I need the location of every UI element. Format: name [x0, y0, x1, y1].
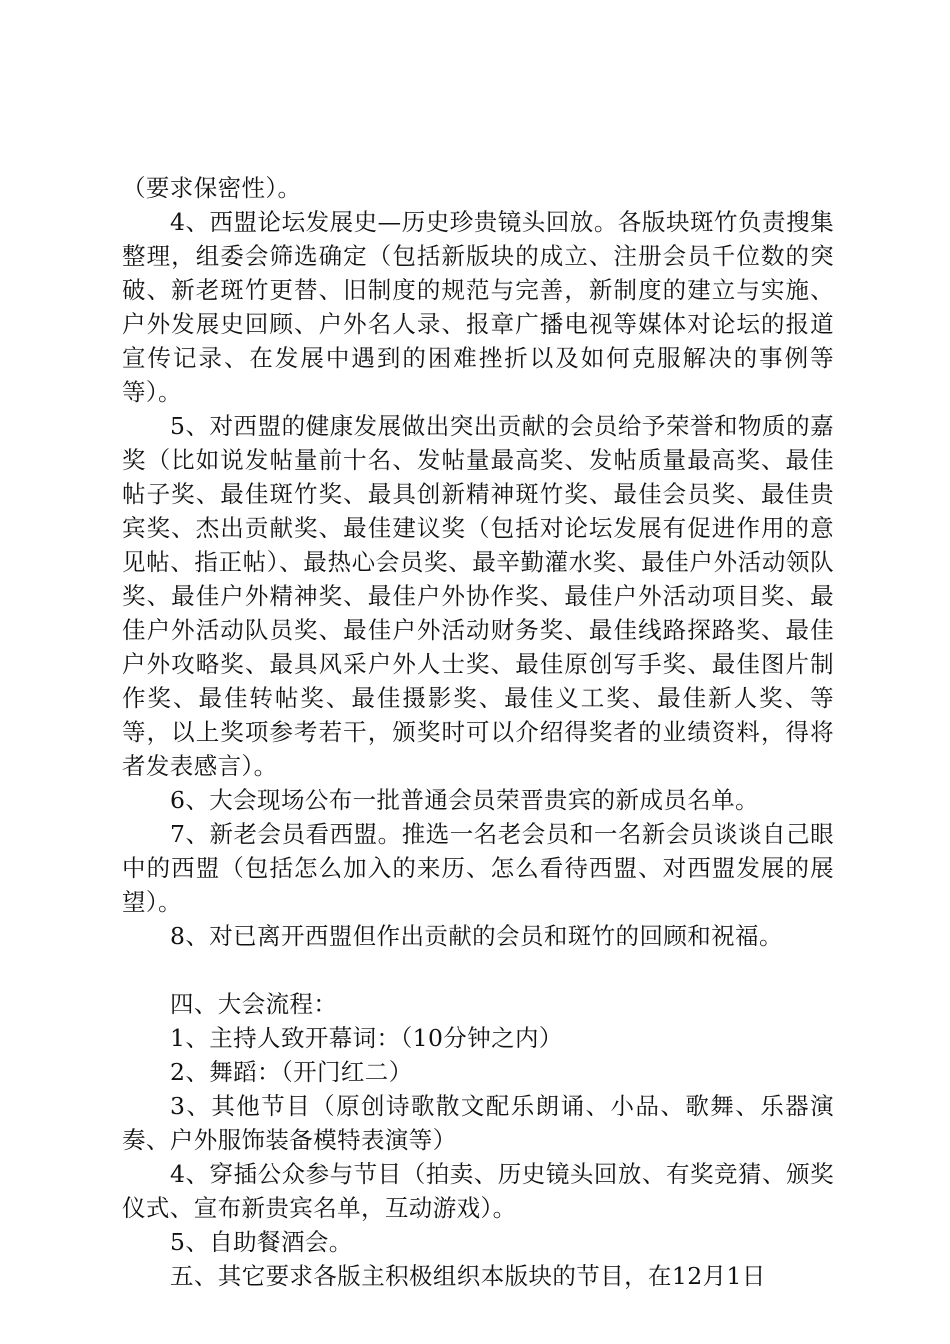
agenda-item-dance: 2、舞蹈：（开门红二） [170, 1058, 413, 1086]
paragraph-farewell-blessing: 8、对已离开西盟但作出贡献的会员和斑竹的回顾和祝福。 [170, 922, 783, 950]
agenda-item-other-programs: 3、其他节目（原创诗歌散文配乐朗诵、小品、歌舞、乐器演奏、户外服饰装备模特表演等） [122, 1092, 834, 1154]
document-body [122, 171, 834, 1293]
paragraph-awards: 5、对西盟的健康发展做出突出贡献的会员给予荣誉和物质的嘉奖（比如说发帖量前十名、发帖量最高奖、发帖质量最高奖、最佳帖子奖、最佳斑竹奖、最具创新精神斑竹奖、最佳会员奖、最佳贵宾奖、杰出贡献奖、最佳建议奖（包括对论坛发展有促进作用的意见帖、指正帖）、最热心会员奖、最辛勤灌水奖、最佳户外活动领队奖、最佳户外精神奖、最佳户外协作奖、最佳户外活动项目奖、最佳户外活动队员奖、最佳户外活动财务奖、最佳线路探路奖、最佳户外攻略奖、最具风采户外人士奖、最佳原创写手奖、最佳图片制作奖、最佳转帖奖、最佳摄影奖、最佳义工奖、最佳新人奖、等等，以上奖项参考若干，颁奖时可以介绍得奖者的业绩资料，得将者发表感言）。 [122, 412, 834, 780]
section-spacer [122, 953, 834, 987]
paragraph-history-review: 4、西盟论坛发展史—历史珍贵镜头回放。各版块斑竹负责搜集整理，组委会筛选确定（包括新版块的成立、注册会员千位数的突破、新老斑竹更替、旧制度的规范与完善，新制度的建立与实施、户外发展史回顾、户外名人录、报章广播电视等媒体对论坛的报道宣传记录、在发展中遇到的困难挫折以及如何克服解决的事例等等）。 [122, 208, 834, 406]
agenda-item-buffet: 5、自助餐酒会。 [170, 1228, 353, 1256]
section-other-requirements: 五、其它要求各版主积极组织本版块的节目，在12月1日 [170, 1262, 766, 1290]
paragraph-members-view: 7、新老会员看西盟。推选一名老会员和一名新会员谈谈自己眼中的西盟（包括怎么加入的来历、怎么看待西盟、对西盟发展的展望）。 [122, 820, 834, 916]
paragraph-confidentiality: （要求保密性）。 [122, 174, 302, 202]
agenda-item-opening: 1、主持人致开幕词：（10分钟之内） [170, 1024, 563, 1052]
agenda-item-public-participation: 4、穿插公众参与节目（拍卖、历史镜头回放、有奖竞猜、颁奖仪式、宣布新贵宾名单，互动游戏）。 [122, 1160, 834, 1222]
paragraph-new-vip-list: 6、大会现场公布一批普通会员荣晋贵宾的新成员名单。 [170, 786, 759, 814]
section-heading-agenda: 四、大会流程： [170, 990, 338, 1018]
